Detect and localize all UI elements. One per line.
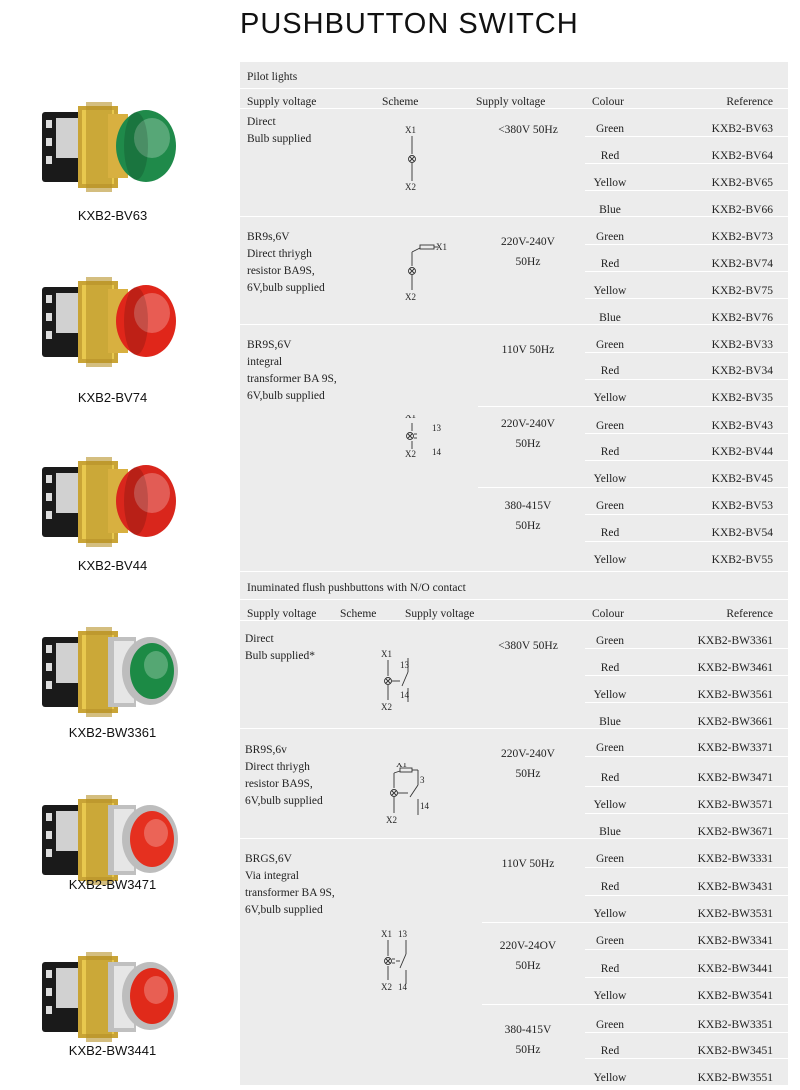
row-divider <box>585 379 788 380</box>
colour-cell: Red <box>600 662 620 674</box>
product-caption: KXB2-BW3361 <box>68 725 157 740</box>
reference-cell: KXB2-BW3531 <box>697 908 773 920</box>
scheme-terminal-label: X1 <box>405 125 416 135</box>
colour-cell: Yellow <box>593 1072 627 1084</box>
group-description: Via integral <box>245 870 299 882</box>
group-description: BR9s,6V <box>247 231 290 243</box>
row-divider <box>585 675 788 676</box>
scheme-terminal-label: X2 <box>405 449 416 459</box>
reference-cell: KXB2-BW3471 <box>697 772 773 784</box>
reference-cell: KXB2-BV43 <box>711 420 773 432</box>
colour-cell: Yellow <box>593 990 627 1002</box>
row-divider <box>585 949 788 950</box>
supply-voltage-value: 220V-240V <box>501 236 555 248</box>
header-supply-voltage-2: Supply voltage <box>476 96 546 108</box>
group-description: Bulb supplied <box>247 133 312 145</box>
colour-cell: Blue <box>599 204 621 216</box>
supply-voltage-value: 220V-24OV <box>499 940 557 952</box>
supply-voltage-value: 380-415V <box>504 500 552 512</box>
row-divider <box>585 163 788 164</box>
wiring-scheme-diagram <box>390 415 470 495</box>
colour-cell: Yellow <box>593 554 627 566</box>
scheme-terminal-label: X2 <box>381 702 392 712</box>
colour-cell: Blue <box>599 826 621 838</box>
colour-cell: Yellow <box>593 473 627 485</box>
scheme-terminal-label: 13 <box>432 423 441 433</box>
supply-voltage-value: <380V 50Hz <box>498 640 558 652</box>
supply-voltage-value: <380V 50Hz <box>498 124 558 136</box>
row-divider <box>585 756 788 757</box>
reference-cell: KXB2-BV55 <box>711 554 773 566</box>
voltage-divider <box>482 1004 585 1005</box>
product-image <box>30 90 190 205</box>
scheme-terminal-label: X1 <box>405 415 416 420</box>
scheme-terminal-label: 14 <box>420 801 429 811</box>
reference-cell: KXB2-BV73 <box>711 231 773 243</box>
group-description: Direct thriygh <box>247 248 312 260</box>
scheme-terminal-label: 13 <box>398 929 407 939</box>
colour-cell: Red <box>600 150 620 162</box>
product-caption: KXB2-BW3441 <box>68 1043 157 1058</box>
supply-voltage-value: 380-415V <box>504 1024 552 1036</box>
section-divider <box>240 88 788 89</box>
reference-cell: KXB2-BW3331 <box>697 853 773 865</box>
reference-cell: KXB2-BV33 <box>711 339 773 351</box>
supply-voltage-value: 50Hz <box>515 960 541 972</box>
colour-cell: Yellow <box>593 689 627 701</box>
row-divider <box>585 190 788 191</box>
colour-cell: Red <box>600 772 620 784</box>
group-description: BR9S,6v <box>245 744 287 756</box>
reference-cell: KXB2-BW3541 <box>697 990 773 1002</box>
colour-cell: Green <box>595 935 625 947</box>
reference-cell: KXB2-BV54 <box>711 527 773 539</box>
page-title: PUSHBUTTON SWITCH <box>240 8 579 40</box>
colour-cell: Yellow <box>593 799 627 811</box>
colour-cell: Green <box>595 1019 625 1031</box>
row-divider <box>585 244 788 245</box>
supply-voltage-value: 50Hz <box>515 520 541 532</box>
reference-cell: KXB2-BV74 <box>711 258 773 270</box>
colour-cell: Red <box>600 365 620 377</box>
group-divider <box>240 324 788 325</box>
colour-cell: Green <box>595 853 625 865</box>
reference-cell: KXB2-BW3561 <box>697 689 773 701</box>
group-description: BR9S,6V <box>247 339 292 351</box>
group-description: 6V,bulb supplied <box>247 282 325 294</box>
reference-cell: KXB2-BW3341 <box>697 935 773 947</box>
scheme-terminal-label: 14 <box>432 447 441 457</box>
colour-cell: Yellow <box>593 177 627 189</box>
colour-cell: Yellow <box>593 285 627 297</box>
reference-cell: KXB2-BV35 <box>711 392 773 404</box>
colour-cell: Green <box>595 742 625 754</box>
product-caption: KXB2-BV74 <box>77 390 148 405</box>
supply-voltage-value: 110V 50Hz <box>501 344 555 356</box>
scheme-terminal-label: 13 <box>400 660 409 670</box>
wiring-scheme-diagram <box>372 648 452 728</box>
scheme-terminal-label: X1 <box>381 929 392 939</box>
reference-cell: KXB2-BV44 <box>711 446 773 458</box>
header-colour: Colour <box>592 96 624 108</box>
voltage-divider <box>478 406 585 407</box>
reference-cell: KXB2-BW3571 <box>697 799 773 811</box>
header-colour: Colour <box>592 608 624 620</box>
colour-cell: Blue <box>599 312 621 324</box>
product-image <box>30 940 190 1055</box>
group-description: Direct <box>245 633 274 645</box>
reference-cell: KXB2-BV66 <box>711 204 773 216</box>
group-description: integral <box>247 356 283 368</box>
scheme-terminal-label: 14 <box>398 982 407 992</box>
colour-cell: Red <box>600 446 620 458</box>
product-caption: KXB2-BV44 <box>77 558 148 573</box>
row-divider <box>585 406 788 407</box>
reference-cell: KXB2-BV76 <box>711 312 773 324</box>
supply-voltage-value: 220V-240V <box>501 418 555 430</box>
supply-voltage-value: 50Hz <box>515 256 541 268</box>
header-scheme: Scheme <box>340 608 377 620</box>
row-divider <box>585 136 788 137</box>
colour-cell: Red <box>600 527 620 539</box>
scheme-terminal-label: 14 <box>400 690 409 700</box>
group-description: 6V,bulb supplied <box>245 904 323 916</box>
reference-cell: KXB2-BV65 <box>711 177 773 189</box>
row-divider <box>585 786 788 787</box>
colour-cell: Green <box>595 420 625 432</box>
row-divider <box>585 433 788 434</box>
product-image <box>30 615 190 730</box>
supply-voltage-value: 110V 50Hz <box>501 858 555 870</box>
group-description: 6V,bulb supplied <box>245 795 323 807</box>
group-divider <box>240 216 788 217</box>
colour-cell: Red <box>600 963 620 975</box>
supply-voltage-value: 220V-240V <box>501 748 555 760</box>
reference-cell: KXB2-BW3661 <box>697 716 773 728</box>
reference-cell: KXB2-BW3351 <box>697 1019 773 1031</box>
colour-cell: Yellow <box>593 908 627 920</box>
section-title: Inuminated flush pushbuttons with N/O contact <box>247 582 466 594</box>
reference-cell: KXB2-BV64 <box>711 150 773 162</box>
group-description: resistor BA9S, <box>245 778 313 790</box>
colour-cell: Yellow <box>593 392 627 404</box>
row-divider <box>585 1032 788 1033</box>
product-image <box>30 445 190 560</box>
colour-cell: Green <box>595 500 625 512</box>
colour-cell: Red <box>600 1045 620 1057</box>
row-divider <box>585 298 788 299</box>
group-description: transformer BA 9S, <box>245 887 335 899</box>
row-divider <box>585 514 788 515</box>
reference-cell: KXB2-BW3451 <box>697 1045 773 1057</box>
group-divider <box>240 838 788 839</box>
scheme-terminal-label: X1 <box>396 763 407 769</box>
header-scheme: Scheme <box>382 96 419 108</box>
row-divider <box>585 271 788 272</box>
voltage-divider <box>482 922 585 923</box>
header-divider <box>240 108 788 109</box>
header-reference: Reference <box>726 96 773 108</box>
header-divider <box>240 620 788 621</box>
header-supply-voltage: Supply voltage <box>247 608 317 620</box>
group-description: BRGS,6V <box>245 853 292 865</box>
colour-cell: Red <box>600 881 620 893</box>
colour-cell: Red <box>600 258 620 270</box>
row-divider <box>585 1004 788 1005</box>
wiring-scheme-diagram <box>390 124 470 204</box>
group-divider <box>240 571 788 572</box>
voltage-divider <box>478 487 585 488</box>
reference-cell: KXB2-BW3431 <box>697 881 773 893</box>
colour-cell: Green <box>595 231 625 243</box>
row-divider <box>585 541 788 542</box>
scheme-terminal-label: 3 <box>420 775 425 785</box>
reference-cell: KXB2-BW3671 <box>697 826 773 838</box>
row-divider <box>585 867 788 868</box>
row-divider <box>585 352 788 353</box>
row-divider <box>585 460 788 461</box>
reference-cell: KXB2-BW3441 <box>697 963 773 975</box>
scheme-terminal-label: X2 <box>405 292 416 302</box>
row-divider <box>585 977 788 978</box>
row-divider <box>585 648 788 649</box>
section-divider <box>240 599 788 600</box>
colour-cell: Green <box>595 339 625 351</box>
supply-voltage-value: 50Hz <box>515 768 541 780</box>
reference-cell: KXB2-BW3551 <box>697 1072 773 1084</box>
row-divider <box>585 922 788 923</box>
reference-cell: KXB2-BV63 <box>711 123 773 135</box>
reference-cell: KXB2-BV53 <box>711 500 773 512</box>
product-image <box>30 265 190 380</box>
row-divider <box>585 1058 788 1059</box>
colour-cell: Green <box>595 635 625 647</box>
group-description: resistor BA9S, <box>247 265 315 277</box>
group-description: Bulb supplied* <box>245 650 315 662</box>
group-description: Direct thriygh <box>245 761 310 773</box>
wiring-scheme-diagram <box>390 238 470 318</box>
wiring-scheme-diagram <box>372 763 452 843</box>
product-caption: KXB2-BW3471 <box>68 877 157 892</box>
colour-cell: Blue <box>599 716 621 728</box>
header-supply-voltage-2: Supply voltage <box>405 608 475 620</box>
scheme-terminal-label: X2 <box>386 815 397 825</box>
row-divider <box>585 702 788 703</box>
scheme-terminal-label: X1 <box>381 649 392 659</box>
wiring-scheme-diagram <box>372 928 452 1008</box>
supply-voltage-value: 50Hz <box>515 1044 541 1056</box>
row-divider <box>585 895 788 896</box>
supply-voltage-value: 50Hz <box>515 438 541 450</box>
scheme-terminal-label: X2 <box>405 182 416 192</box>
scheme-terminal-label: X2 <box>381 982 392 992</box>
header-reference: Reference <box>726 608 773 620</box>
group-description: 6V,bulb supplied <box>247 390 325 402</box>
row-divider <box>585 487 788 488</box>
section-title: Pilot lights <box>247 71 298 83</box>
group-description: transformer BA 9S, <box>247 373 337 385</box>
scheme-terminal-label: X1 <box>436 242 447 252</box>
group-divider <box>240 728 788 729</box>
reference-cell: KXB2-BW3371 <box>697 742 773 754</box>
reference-cell: KXB2-BW3361 <box>697 635 773 647</box>
row-divider <box>585 813 788 814</box>
colour-cell: Green <box>595 123 625 135</box>
group-description: Direct <box>247 116 276 128</box>
reference-cell: KXB2-BV34 <box>711 365 773 377</box>
product-caption: KXB2-BV63 <box>77 208 148 223</box>
reference-cell: KXB2-BV75 <box>711 285 773 297</box>
reference-cell: KXB2-BV45 <box>711 473 773 485</box>
header-supply-voltage: Supply voltage <box>247 96 317 108</box>
reference-cell: KXB2-BW3461 <box>697 662 773 674</box>
